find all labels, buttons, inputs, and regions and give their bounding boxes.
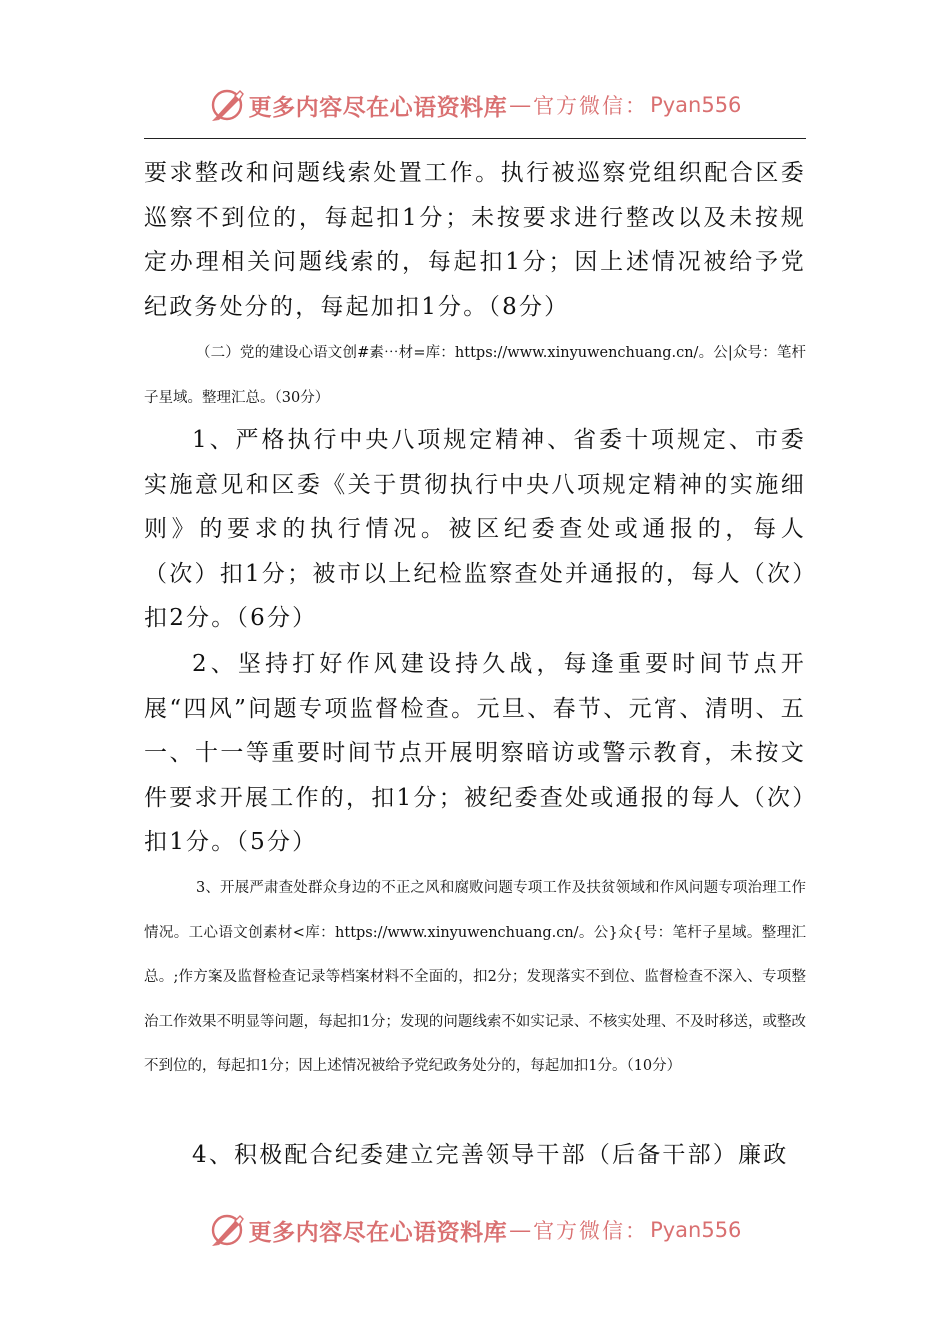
item-4: 4、积极配合纪委建立完善领导干部（后备干部）廉政 <box>192 1142 789 1168</box>
banner-brand: 更多内容尽在心语资料库 <box>248 93 508 121</box>
item-2: 2、坚持打好作风建设持久战，每逢重要时间节点开展“四风”问题专项监督检查。元旦、春节、元宵、清明、五一、十一等重要时间节点开展明察暗访或警示教育，未按文件要求开展工作的，扣1分；被纪委查处或通报的每人（次）扣1分。（5分） <box>144 651 806 856</box>
banner-official-label: 官方微信： <box>533 1219 649 1243</box>
item-1: 1、严格执行中央八项规定精神、省委十项规定、市委实施意见和区委《关于贯彻执行中央八项规定精神的实施细则》的要求的执行情况。被区纪委查处或通报的，每人（次）扣1分；被市以上纪检监察查处并通报的，每人（次）扣2分。（6分） <box>144 427 806 632</box>
paragraph-continued: 要求整改和问题线索处置工作。执行被巡察党组织配合区委巡察不到位的，每起扣1分；未按要求进行整改以及未按规定办理相关问题线索的，每起扣1分；因上述情况被给予党纪政务处分的，每起加扣1分。（8分） <box>144 160 806 320</box>
section-heading: （二）党的建设心语文创#素⋯材=库：https://www.xinyuwenchuang.cn/。公|众号：笔杆子星域。整理汇总。（30分） <box>144 345 806 406</box>
header-rule <box>144 138 806 139</box>
item-3: 3、开展严肃查处群众身边的不正之风和腐败问题专项工作及扶贫领域和作风问题专项治理工作情况。工心语文创素材<库：https://www.xinyuwenchuang.cn/。公}众{号：笔杆子星域。整理汇总。;作方案及监督检查记录等档案材料不全面的，扣2分；发现落实不到位、监督检查不深入、专项整治工作效果不明显等问题，每起扣1分；发现的问题线索不如实记录、不核实处理、不及时移送，或整改不到位的，每起扣1分；因上述情况被给予党纪政务处分的，每起加扣1分。（10分） <box>144 880 806 1074</box>
banner-wechat-id: Pyan556 <box>650 1218 742 1242</box>
pen-logo-icon <box>209 87 245 123</box>
banner-separator: — <box>509 1217 532 1243</box>
footer-banner <box>0 1205 950 1255</box>
banner-separator: — <box>509 92 532 118</box>
pen-logo-icon <box>209 1212 245 1248</box>
banner-wechat-id: Pyan556 <box>650 93 742 117</box>
header-banner <box>0 80 950 130</box>
banner-brand: 更多内容尽在心语资料库 <box>248 1218 508 1246</box>
banner-official-label: 官方微信： <box>533 94 649 118</box>
